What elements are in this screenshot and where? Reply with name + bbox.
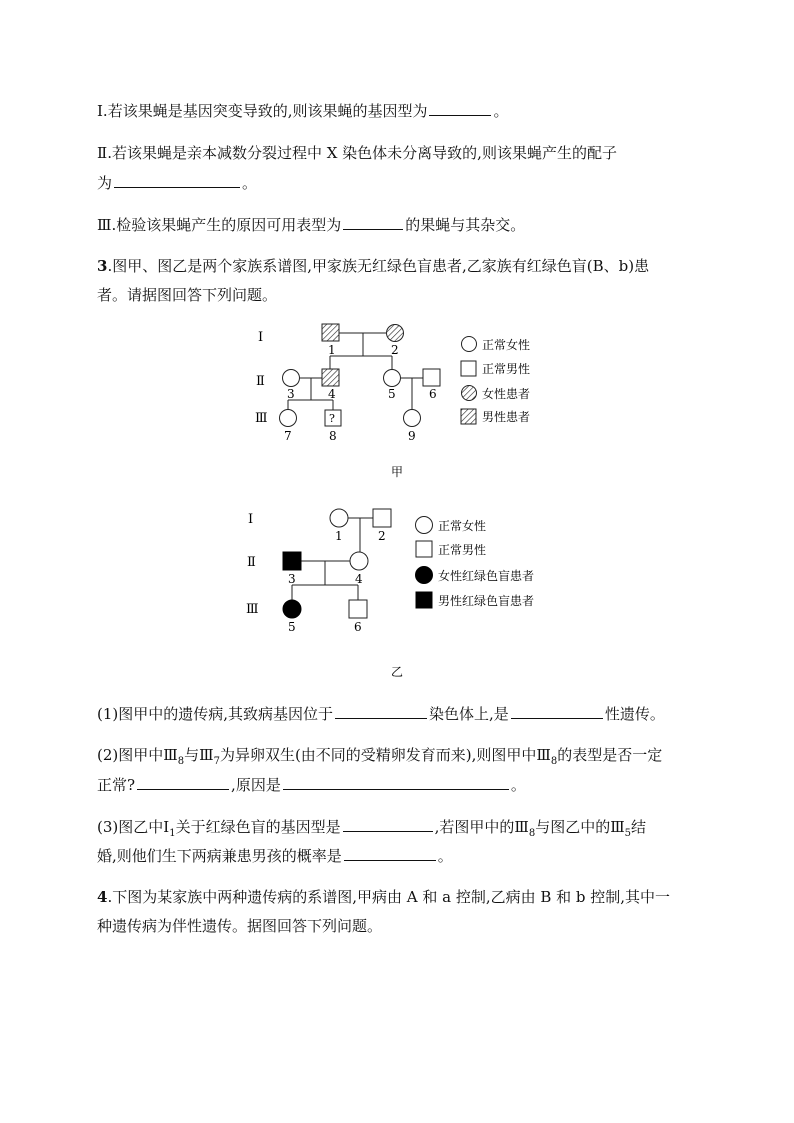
- member-number: 4: [355, 572, 363, 586]
- member-number: 6: [354, 620, 362, 634]
- member-number: 3: [287, 387, 295, 401]
- member-number: 6: [429, 387, 437, 401]
- figure-caption-yi: 乙: [391, 665, 404, 679]
- text-line-1: Ⅰ.若该果蝇是基因突变导致的,则该果蝇的基因型为 。: [97, 102, 509, 120]
- female-normal-symbol: [350, 552, 368, 570]
- generation-label: Ⅱ: [256, 374, 265, 389]
- member-number: 9: [408, 429, 416, 443]
- generation-label: Ⅱ: [247, 555, 256, 570]
- member-number: 1: [335, 529, 343, 543]
- answer-blank[interactable]: [283, 774, 509, 790]
- female-normal-symbol: [280, 410, 297, 427]
- legend-label: 男性患者: [482, 410, 531, 424]
- member-number: 8: [329, 429, 337, 443]
- subquestion-1: (1)图甲中的遗传病,其致病基因位于 染色体上,是 性遗传。: [97, 705, 665, 723]
- question-3-line-1: 3.图甲、图乙是两个家族系谱图,甲家族无红绿色盲患者,乙家族有红绿色盲(B、b)患: [97, 257, 650, 275]
- legend-female-affected-icon: [462, 386, 477, 401]
- legend-label: 正常男性: [482, 362, 531, 376]
- member-number: 1: [328, 343, 336, 357]
- subquestion-2-line-1: (2)图甲中$Ⅲ_8$与$Ⅲ_7$为异卵双生(由不同的受精卵发育而来),则图甲中$Ⅲ_8$的表型是否一定: [97, 746, 663, 767]
- answer-blank[interactable]: [511, 703, 603, 719]
- legend-label: 女性患者: [482, 387, 531, 401]
- figure-caption-jia: 甲: [391, 465, 404, 479]
- member-number: 3: [288, 572, 296, 586]
- question-number: 3: [97, 257, 108, 275]
- female-normal-symbol: [404, 410, 421, 427]
- legend-male-normal-icon: [416, 541, 432, 557]
- legend-male-affected-icon: [461, 409, 476, 424]
- member-number: 2: [391, 343, 399, 357]
- unknown-mark: ?: [329, 412, 335, 425]
- legend-label: 女性红绿色盲患者: [438, 569, 535, 583]
- male-affected-symbol: [322, 369, 339, 386]
- question-3-line-2: 者。请据图回答下列问题。: [97, 286, 278, 304]
- answer-blank[interactable]: [335, 703, 427, 719]
- female-normal-symbol: [330, 509, 348, 527]
- text-line-4: Ⅲ.检验该果蝇产生的原因可用表型为 的果蝇与其杂交。: [97, 216, 526, 234]
- legend-label: 正常女性: [482, 338, 531, 352]
- legend-label: 正常女性: [438, 519, 487, 533]
- male-colorblind-symbol: [283, 552, 301, 570]
- member-number: 2: [378, 529, 386, 543]
- question-4-line-2: 种遗传病为伴性遗传。据图回答下列问题。: [97, 917, 383, 935]
- answer-blank[interactable]: [344, 845, 436, 861]
- legend-female-normal-icon: [416, 517, 433, 534]
- generation-label: Ⅲ: [246, 602, 259, 617]
- member-number: 5: [388, 387, 396, 401]
- generation-label: Ⅲ: [255, 411, 268, 426]
- legend-female-normal-icon: [462, 337, 477, 352]
- question-number: 4: [97, 888, 108, 906]
- legend-label: 男性红绿色盲患者: [438, 594, 535, 608]
- female-colorblind-symbol: [283, 600, 301, 618]
- member-number: 7: [284, 429, 292, 443]
- female-normal-symbol: [384, 370, 401, 387]
- subquestion-2-line-2: 正常? ,原因是 。: [97, 776, 526, 794]
- generation-label: Ⅰ: [258, 330, 264, 345]
- member-number: 5: [288, 620, 296, 634]
- text-line-2: Ⅱ.若该果蝇是亲本减数分裂过程中 X 染色体未分离导致的,则该果蝇产生的配子: [97, 144, 617, 162]
- generation-label: Ⅰ: [248, 512, 254, 527]
- subquestion-3-line-2: 婚,则他们生下两病兼患男孩的概率是 。: [97, 847, 453, 865]
- question-4-line-1: 4.下图为某家族中两种遗传病的系谱图,甲病由 A 和 a 控制,乙病由 B 和 b 控制,其中一: [97, 888, 671, 906]
- male-normal-symbol: [349, 600, 367, 618]
- male-affected-symbol: [322, 324, 339, 341]
- female-normal-symbol: [283, 370, 300, 387]
- answer-blank[interactable]: [137, 774, 229, 790]
- legend-male-colorblind-icon: [416, 592, 432, 608]
- text-line-3: 为 。: [97, 174, 258, 192]
- female-affected-symbol: [387, 325, 404, 342]
- legend-female-colorblind-icon: [416, 567, 433, 584]
- subquestion-3-line-1: (3)图乙中$Ⅰ_1$关于红绿色盲的基因型是 ,若图甲中的$Ⅲ_8$与图乙中的$Ⅲ_5$结: [97, 818, 647, 839]
- male-normal-symbol: [423, 369, 440, 386]
- member-number: 4: [328, 387, 336, 401]
- male-normal-symbol: [373, 509, 391, 527]
- answer-blank[interactable]: [343, 816, 433, 832]
- legend-male-normal-icon: [461, 361, 476, 376]
- legend-label: 正常男性: [438, 543, 487, 557]
